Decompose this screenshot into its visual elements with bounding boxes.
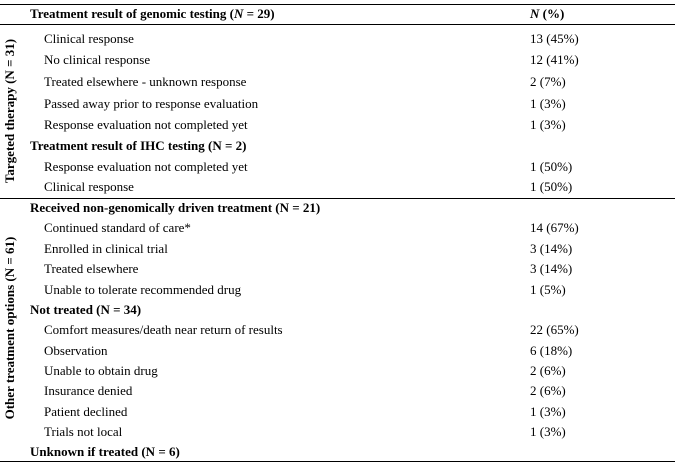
row-value: 6 (18%) [530, 343, 573, 358]
table-row [0, 72, 675, 92]
row-value: 1 (50%) [530, 159, 573, 174]
group-label-targeted-therapy: Targeted therapy (N = 31) [2, 38, 17, 184]
table-row [0, 218, 675, 238]
row-value: 12 (41%) [530, 52, 579, 67]
row-label: Patient declined [44, 404, 128, 419]
row-value: 1 (3%) [530, 117, 566, 132]
table-row [0, 381, 675, 401]
row-value: 1 (3%) [530, 424, 566, 439]
row-value: 22 (65%) [530, 322, 579, 337]
row-label: Trials not local [44, 424, 123, 439]
table-header-row [0, 4, 675, 24]
table-row [0, 50, 675, 70]
table-row [0, 361, 675, 381]
row-value: 1 (50%) [530, 179, 573, 194]
section-title: Treatment result of IHC testing (N = 2) [30, 138, 247, 153]
row-label: Clinical response [44, 179, 134, 194]
table-row [0, 177, 675, 197]
header-rule [0, 24, 675, 25]
table-row [0, 157, 675, 177]
table-row [0, 320, 675, 340]
section-header-row [0, 198, 675, 218]
row-label: Unable to tolerate recommended drug [44, 282, 242, 297]
column-header-n-percent: N (%) [530, 6, 565, 21]
section-header-row [0, 442, 675, 462]
table-row [0, 239, 675, 259]
section-title: Received non-genomically driven treatment (N = 21) [30, 200, 321, 215]
row-label: Unable to obtain drug [44, 363, 158, 378]
table-row [0, 280, 675, 300]
bottom-rule [0, 461, 675, 462]
row-value: 1 (5%) [530, 282, 566, 297]
table-row [0, 115, 675, 135]
row-value: 1 (3%) [530, 404, 566, 419]
section-title: Unknown if treated (N = 6) [30, 444, 180, 459]
row-value: 2 (6%) [530, 383, 566, 398]
table-title: Treatment result of genomic testing (N = 29) [30, 6, 275, 21]
row-value: 3 (14%) [530, 261, 573, 276]
row-label: Response evaluation not completed yet [44, 159, 248, 174]
row-label: Observation [44, 343, 108, 358]
row-label: Passed away prior to response evaluation [44, 96, 259, 111]
row-value: 14 (67%) [530, 220, 579, 235]
table-row [0, 341, 675, 361]
table-row [0, 402, 675, 422]
row-label: Insurance denied [44, 383, 133, 398]
table-row [0, 259, 675, 279]
row-label: Treated elsewhere - unknown response [44, 74, 247, 89]
row-value: 3 (14%) [530, 241, 573, 256]
table-row [0, 94, 675, 114]
row-label: Clinical response [44, 31, 134, 46]
row-label: No clinical response [44, 52, 151, 67]
group-label-other-treatment: Other treatment options (N = 61) [2, 236, 17, 420]
row-value: 1 (3%) [530, 96, 566, 111]
section-header-row [0, 300, 675, 320]
row-label: Enrolled in clinical trial [44, 241, 168, 256]
row-value: 13 (45%) [530, 31, 579, 46]
table-row [0, 29, 675, 49]
row-value: 2 (6%) [530, 363, 566, 378]
table-row [0, 422, 675, 442]
row-label: Response evaluation not completed yet [44, 117, 248, 132]
section-title: Not treated (N = 34) [30, 302, 142, 317]
section-header-row [0, 136, 675, 156]
row-label: Comfort measures/death near return of results [44, 322, 283, 337]
row-value: 2 (7%) [530, 74, 566, 89]
row-label: Continued standard of care* [44, 220, 191, 235]
row-label: Treated elsewhere [44, 261, 139, 276]
